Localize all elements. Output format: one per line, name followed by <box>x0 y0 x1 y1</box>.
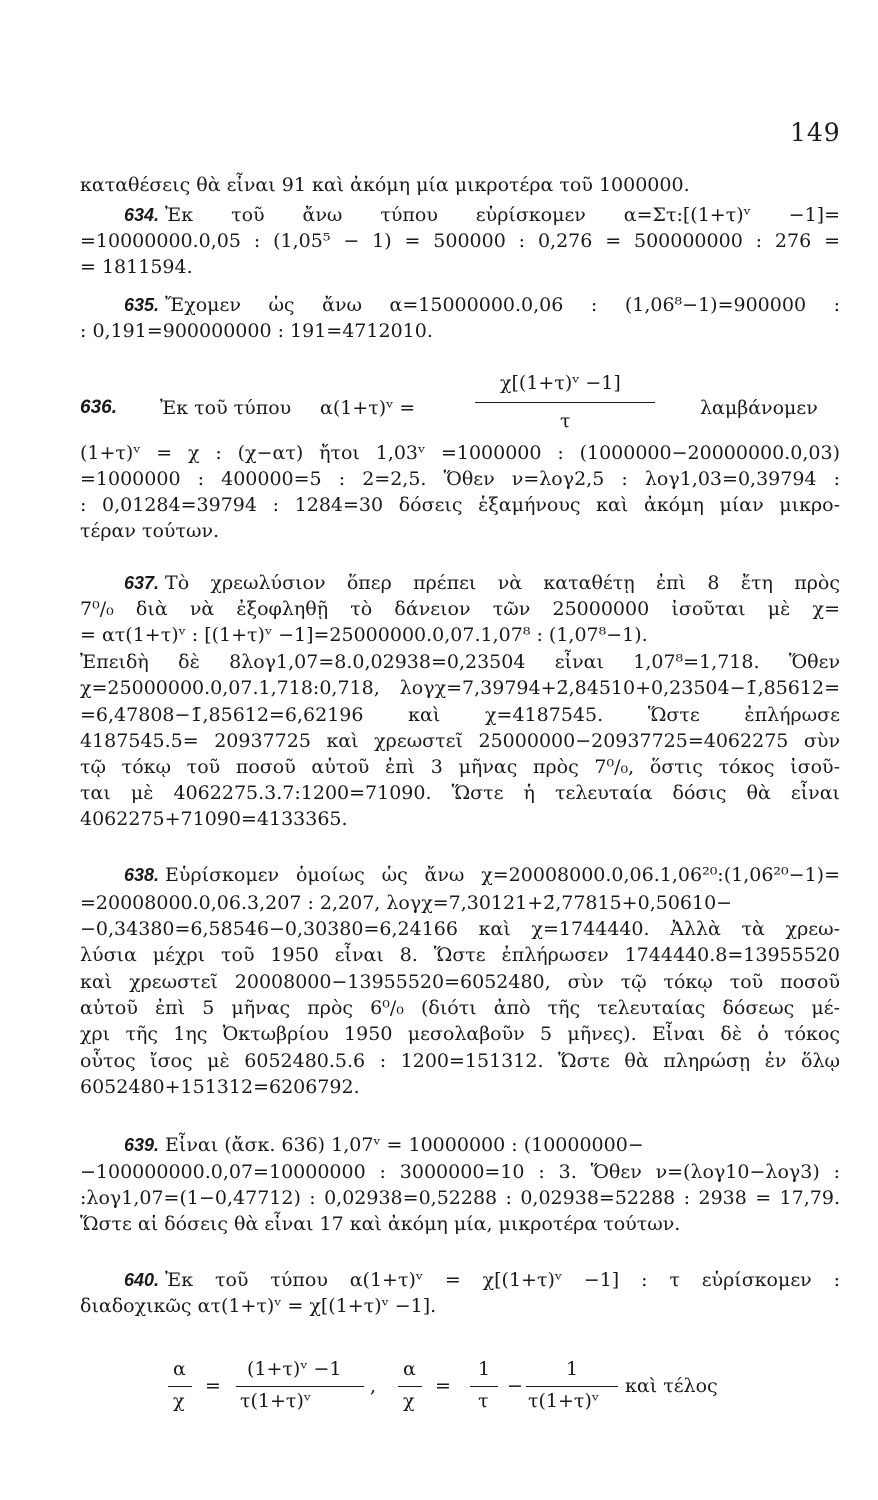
line-text: 4062275+71090=4133365. <box>80 808 348 830</box>
text-line <box>80 890 840 916</box>
fraction-denominator: τ <box>478 1390 489 1412</box>
line-text: Ἔχομεν ὡς ἄνω α=15000000.0,06 : (1,06⁸−1)=900000 : <box>165 294 840 316</box>
line-text: Ὥστε αἱ δόσεις θὰ εἶναι 17 καὶ ἀκόμη μία, μικροτέρα τούτων. <box>80 1213 681 1235</box>
line-text: Ἐπειδὴ δὲ 8λογ1,07=8.0,02938=0,23504 εἶναι 1,07⁸=1,718. Ὅθεν <box>80 651 840 673</box>
text-line <box>80 780 840 806</box>
text-line <box>80 1211 840 1237</box>
fraction-denominator: χ <box>173 1390 185 1412</box>
line-text: αὐτοῦ ἐπὶ 5 μῆνας πρὸς 6⁰/₀ (διότι ἀπὸ τῆς τελευταίας δόσεως μέ- <box>80 997 840 1019</box>
fraction-numerator: α <box>403 1358 416 1380</box>
fraction-bar <box>236 1386 364 1387</box>
text-line <box>80 1132 840 1158</box>
line-text: 7⁰/₀ διὰ νὰ ἐξοφληθῇ τὸ δάνειον τῶν 25000000 ἰσοῦται μὲ χ= <box>80 598 840 620</box>
text-line <box>80 995 840 1021</box>
line-text: διαδοχικῶς ατ(1+τ)ᵛ = χ[(1+τ)ᵛ −1]. <box>80 1295 437 1317</box>
line-text: : 0,191=900000000 : 191=4712010. <box>80 320 433 342</box>
line-text: = ατ(1+τ)ᵛ : [(1+τ)ᵛ −1]=25000000.0,07.1,07⁸ : (1,07⁸−1). <box>80 624 648 646</box>
text-line <box>80 969 840 995</box>
text-line <box>80 1048 840 1074</box>
text-line <box>80 570 840 596</box>
text-line <box>80 702 840 728</box>
fraction-denominator: τ <box>560 410 571 432</box>
fraction-numerator: α <box>173 1358 186 1380</box>
line-text: οὗτος ἴσος μὲ 6052480.5.6 : 1200=151312. Ὥστε θὰ πληρώσῃ ἐν ὅλῳ <box>80 1050 840 1072</box>
text-line <box>80 728 840 754</box>
equals-sign: = <box>205 1375 221 1397</box>
equation-lhs: α(1+τ)ᵛ = <box>320 397 416 419</box>
equation-lead: Ἐκ τοῦ τύπου <box>160 397 292 419</box>
fraction-denominator: τ(1+τ)ᵛ <box>528 1390 599 1412</box>
exercise-number: 639. <box>124 1135 160 1155</box>
line-text: =6,47808−1̄,85612=6,62196 καὶ χ=4187545. Ὥστε ἐπλήρωσε <box>80 704 840 726</box>
line-text: :λογ1,07=(1−0,47712) : 0,02938=0,52288 : 0,02938=52288 : 2938 = 17,79. <box>80 1187 840 1209</box>
line-text: Ἐκ τοῦ τύπου α(1+τ)ᵛ = χ[(1+τ)ᵛ −1] : τ εὑρίσκομεν : <box>165 1269 840 1291</box>
line-text: =1000000 : 400000=5 : 2=2,5. Ὅθεν ν=λογ2,5 : λογ1,03=0,39794 : <box>80 468 840 490</box>
text-line <box>80 942 840 968</box>
fraction-numerator: χ[(1+τ)ᵛ −1] <box>500 372 621 394</box>
exercise-number: 640. <box>124 1270 160 1290</box>
minus-sign: − <box>507 1375 523 1397</box>
text-line <box>80 754 840 780</box>
text-line <box>80 1074 840 1100</box>
line-text: τέραν τούτων. <box>80 520 220 542</box>
fraction-denominator: χ <box>403 1390 415 1412</box>
text-line <box>80 1159 840 1185</box>
line-text: ται μὲ 4062275.3.7:1200=71090. Ὥστε ἡ τελευταία δόσις θὰ εἶναι <box>80 782 840 804</box>
text-line <box>80 649 840 675</box>
page-number: 149 <box>790 118 841 147</box>
line-text: (1+τ)ᵛ = χ : (χ−ατ) ἤτοι 1,03ᵛ =1000000 : (1000000−20000000.0,03) <box>80 442 840 464</box>
text-line <box>80 1293 840 1319</box>
text-line <box>80 1267 840 1293</box>
line-text: καὶ χρεωστεῖ 20008000−13955520=6052480, σὺν τῷ τόκῳ τοῦ ποσοῦ <box>80 971 840 993</box>
line-text: : 0,01284=39794 : 1284=30 δόσεις ἑξαμήνους καὶ ἀκόμη μίαν μικρο- <box>80 494 840 516</box>
line-text: Εἶναι (ἄσκ. 636) 1,07ᵛ = 10000000 : (10000000− <box>165 1134 644 1156</box>
fraction-denominator: τ(1+τ)ᵛ <box>240 1390 311 1412</box>
fraction-bar <box>168 1386 192 1387</box>
text-line <box>80 622 840 648</box>
line-text: Εὑρίσκομεν ὁμοίως ὡς ἄνω χ=20008000.0,06.1,06²⁰:(1,06²⁰−1)= <box>165 864 840 886</box>
line-text: λύσια μέχρι τοῦ 1950 εἶναι 8. Ὥστε ἐπλήρωσεν 1744440.8=13955520 <box>80 944 840 966</box>
text-line <box>80 806 840 832</box>
line-text: χ=25000000.0,07.1,718:0,718, λογχ=7,39794+2̄,84510+0,23504−1̄,85612= <box>80 677 840 699</box>
exercise-number: 634. <box>124 205 160 225</box>
text-line <box>80 492 840 518</box>
exercise-number: 635. <box>124 295 160 315</box>
fraction-bar <box>526 1386 618 1387</box>
line-text: καταθέσεις θὰ εἶναι 91 καὶ ἀκόμη μία μικροτέρα τοῦ 1000000. <box>80 174 690 196</box>
text-line <box>80 440 840 466</box>
line-text: χρι τῆς 1ης Ὀκτωβρίου 1950 μεσολαβοῦν 5 μῆνες). Εἶναι δὲ ὁ τόκος <box>80 1023 840 1045</box>
equation-tail: καὶ τέλος <box>625 1375 718 1397</box>
text-line <box>80 202 840 228</box>
text-line <box>80 254 840 280</box>
fraction-bar <box>475 402 655 403</box>
text-line <box>80 292 840 318</box>
exercise-number: 638. <box>124 865 160 885</box>
line-text: −100000000.0,07=10000000 : 3000000=10 : 3. Ὅθεν ν=(λογ10−λογ3) : <box>80 1161 840 1183</box>
fraction-numerator: (1+τ)ᵛ −1 <box>247 1358 342 1380</box>
fraction-bar <box>470 1386 498 1387</box>
text-line <box>80 466 840 492</box>
text-line <box>80 228 840 254</box>
line-text: 6052480+151312=6206792. <box>80 1076 360 1098</box>
text-line <box>80 916 840 942</box>
exercise-number: 637. <box>124 573 160 593</box>
text-line <box>80 675 840 701</box>
line-text: −0,34380=6,58546−0,30380=6,24166 καὶ χ=1744440. Ἀλλὰ τὰ χρεω- <box>80 918 840 940</box>
line-text: =20008000.0,06.3,207 : 2,207, λογχ=7,30121+2̄,77815+0,50610− <box>80 892 733 914</box>
text-line <box>80 172 840 198</box>
text-line <box>80 862 840 888</box>
fraction-bar <box>398 1386 422 1387</box>
equals-sign: = <box>435 1375 451 1397</box>
exercise-number: 636. <box>80 397 117 418</box>
text-line <box>80 518 840 544</box>
comma: , <box>370 1375 377 1397</box>
line-text: 4187545.5= 20937725 καὶ χρεωστεῖ 25000000−20937725=4062275 σὺν <box>80 730 840 752</box>
fraction-numerator: 1 <box>478 1358 491 1380</box>
text-line <box>80 596 840 622</box>
text-line <box>80 1185 840 1211</box>
line-text: Ἐκ τοῦ ἄνω τύπου εὑρίσκομεν α=Στ:[(1+τ)ᵛ −1]= <box>165 204 840 226</box>
text-line <box>80 318 840 344</box>
line-text: τῷ τόκῳ τοῦ ποσοῦ αὐτοῦ ἐπὶ 3 μῆνας πρὸς 7⁰/₀, ὅστις τόκος ἰσοῦ- <box>80 756 840 778</box>
line-text: = 1811594. <box>80 256 193 278</box>
text-line <box>80 1021 840 1047</box>
line-text: Τὸ χρεωλύσιον ὅπερ πρέπει νὰ καταθέτῃ ἐπὶ 8 ἔτη πρὸς <box>165 572 840 594</box>
fraction-numerator: 1 <box>566 1358 579 1380</box>
equation-tail: λαμβάνομεν <box>700 397 818 419</box>
line-text: =10000000.0,05 : (1,05⁵ − 1) = 500000 : 0,276 = 500000000 : 276 = <box>80 230 840 252</box>
